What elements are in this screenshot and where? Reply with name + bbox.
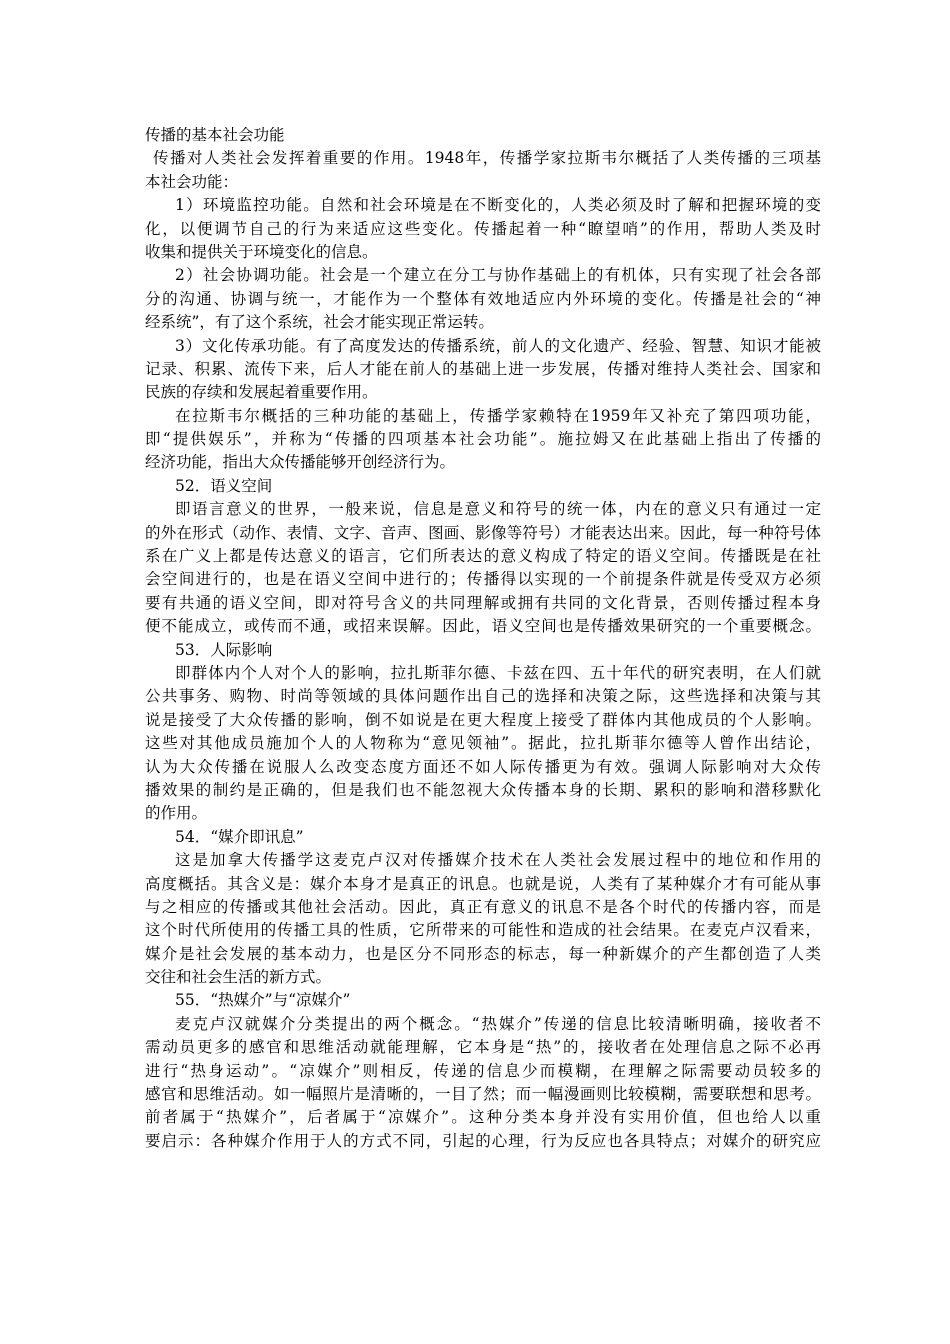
text-line: 即语言意义的世界，一般来说，信息是意义和符号的统一体，内在的意义只有通过一定 xyxy=(175,500,821,519)
text-line: 的作用。 xyxy=(145,804,208,823)
text-line: 便不能成立，或传而不通，或招来误解。因此，语义空间也是传播效果研究的一个重要概念。 xyxy=(145,617,821,636)
text-line: 52．语义空间 xyxy=(175,476,273,495)
text-line: 进行“热身运动”。“凉媒介”则相反，传递的信息少而模糊，在理解之际需要动员较多的 xyxy=(145,1061,821,1080)
text-line: 1）环境监控功能。自然和社会环境是在不断变化的，人类必须及时了解和把握环境的变 xyxy=(175,196,821,215)
text-line: 在拉斯韦尔概括的三种功能的基础上，传播学家赖特在1959年又补充了第四项功能， xyxy=(175,406,821,425)
text-line: 传播对人类社会发挥着重要的作用。1948年，传播学家拉斯韦尔概括了人类传播的三项基 xyxy=(153,149,821,168)
text-line: 记录、积累、流传下来，后人才能在前人的基础上进一步发展，传播对维持人类社会、国家和 xyxy=(145,359,821,378)
text-line: 这是加拿大传播学这麦克卢汉对传播媒介技术在人类社会发展过程中的地位和作用的 xyxy=(175,851,821,870)
text-line: 这些对其他成员施加个人的人物称为“意见领袖”。据此，拉扎斯菲尔德等人曾作出结论， xyxy=(145,734,821,753)
text-line: 分的沟通、协调与统一，才能作为一个整体有效地适应内外环境的变化。传播是社会的“神 xyxy=(145,289,821,308)
text-line: 说是接受了大众传播的影响，倒不如说是在更大程度上接受了群体内其他成员的个人影响。 xyxy=(145,710,821,729)
text-line: 麦克卢汉就媒介分类提出的两个概念。“热媒介”传递的信息比较清晰明确，接收者不 xyxy=(175,1014,821,1033)
text-line: 系在广义上都是传达意义的语言，它们所表达的意义构成了特定的语义空间。传播既是在社 xyxy=(145,547,821,566)
text-line: 这个时代所使用的传播工具的性质，它所带来的可能性和造成的社会结果。在麦克卢汉看来， xyxy=(145,921,821,940)
text-line: 前者属于“热媒介”，后者属于“凉媒介”。这种分类本身并没有实用价值，但也给人以重 xyxy=(145,1108,821,1127)
text-line: 民族的存续和发展起着重要作用。 xyxy=(145,383,378,402)
text-line: 播效果的制约是正确的，但是我们也不能忽视大众传播本身的长期、累积的影响和潜移默化 xyxy=(145,780,821,799)
text-line: 认为大众传播在说服人么改变态度方面还不如人际传播更为有效。强调人际影响对大众传 xyxy=(145,757,821,776)
text-line: 化，以便调节自己的行为来适应这些变化。传播起着一种“瞭望哨”的作用，帮助人类及时 xyxy=(145,219,821,238)
text-line: 交往和社会生活的新方式。 xyxy=(145,968,332,987)
text-line: 54．“媒介即讯息” xyxy=(175,827,304,846)
text-line: 公共事务、购物、时尚等领域的具体问题作出自己的选择和决策之际，这些选择和决策与其 xyxy=(145,687,821,706)
document-page xyxy=(145,124,821,1153)
text-line: 2）社会协调功能。社会是一个建立在分工与协作基础上的有机体，只有实现了社会各部 xyxy=(175,266,821,285)
text-line: 要启示：各种媒介作用于人的方式不同，引起的心理，行为反应也各具特点；对媒介的研究应 xyxy=(145,1131,821,1150)
text-line: 本社会功能： xyxy=(145,172,239,191)
text-line: 的外在形式（动作、表情、文字、音声、图画、影像等符号）才能表达出来。因此，每一种符号体 xyxy=(145,523,821,542)
text-line: 高度概括。其含义是：媒介本身才是真正的讯息。也就是说，人类有了某种媒介才有可能从事 xyxy=(145,874,821,893)
text-line: 即“提供娱乐”，并称为“传播的四项基本社会功能”。施拉姆又在此基础上指出了传播的 xyxy=(145,430,821,449)
text-line: 3）文化传承功能。有了高度发达的传播系统，前人的文化遗产、经验、智慧、知识才能被 xyxy=(175,336,821,355)
document-title: 传播的基本社会功能 xyxy=(145,126,285,144)
text-line: 收集和提供关于环境变化的信息。 xyxy=(145,242,378,261)
text-line: 感官和思维活动。如一幅照片是清晰的，一目了然；而一幅漫画则比较模糊，需要联想和思考。 xyxy=(145,1085,821,1104)
text-line: 媒介是社会发展的基本动力，也是区分不同形态的标志，每一种新媒介的产生都创造了人类 xyxy=(145,944,821,963)
text-line: 即群体内个人对个人的影响，拉扎斯菲尔德、卡兹在四、五十年代的研究表明，在人们就 xyxy=(175,663,821,682)
text-line: 需动员更多的感官和思维活动就能理解，它本身是“热”的，接收者在处理信息之际不必再 xyxy=(145,1038,821,1057)
text-line: 会空间进行的，也是在语义空间中进行的；传播得以实现的一个前提条件就是传受双方必须 xyxy=(145,570,821,589)
text-line: 经济功能，指出大众传播能够开创经济行为。 xyxy=(145,453,456,472)
text-line: 53．人际影响 xyxy=(175,640,273,659)
text-line: 要有共通的语义空间，即对符号含义的共同理解或拥有共同的文化背景，否则传播过程本身 xyxy=(145,593,821,612)
text-line: 与之相应的传播或其他社会活动。因此，真正有意义的讯息不是各个时代的传播内容，而是 xyxy=(145,897,821,916)
text-line: 经系统”，有了这个系统，社会才能实现正常运转。 xyxy=(145,313,494,332)
text-line: 55．“热媒介”与“凉媒介” xyxy=(175,991,351,1010)
